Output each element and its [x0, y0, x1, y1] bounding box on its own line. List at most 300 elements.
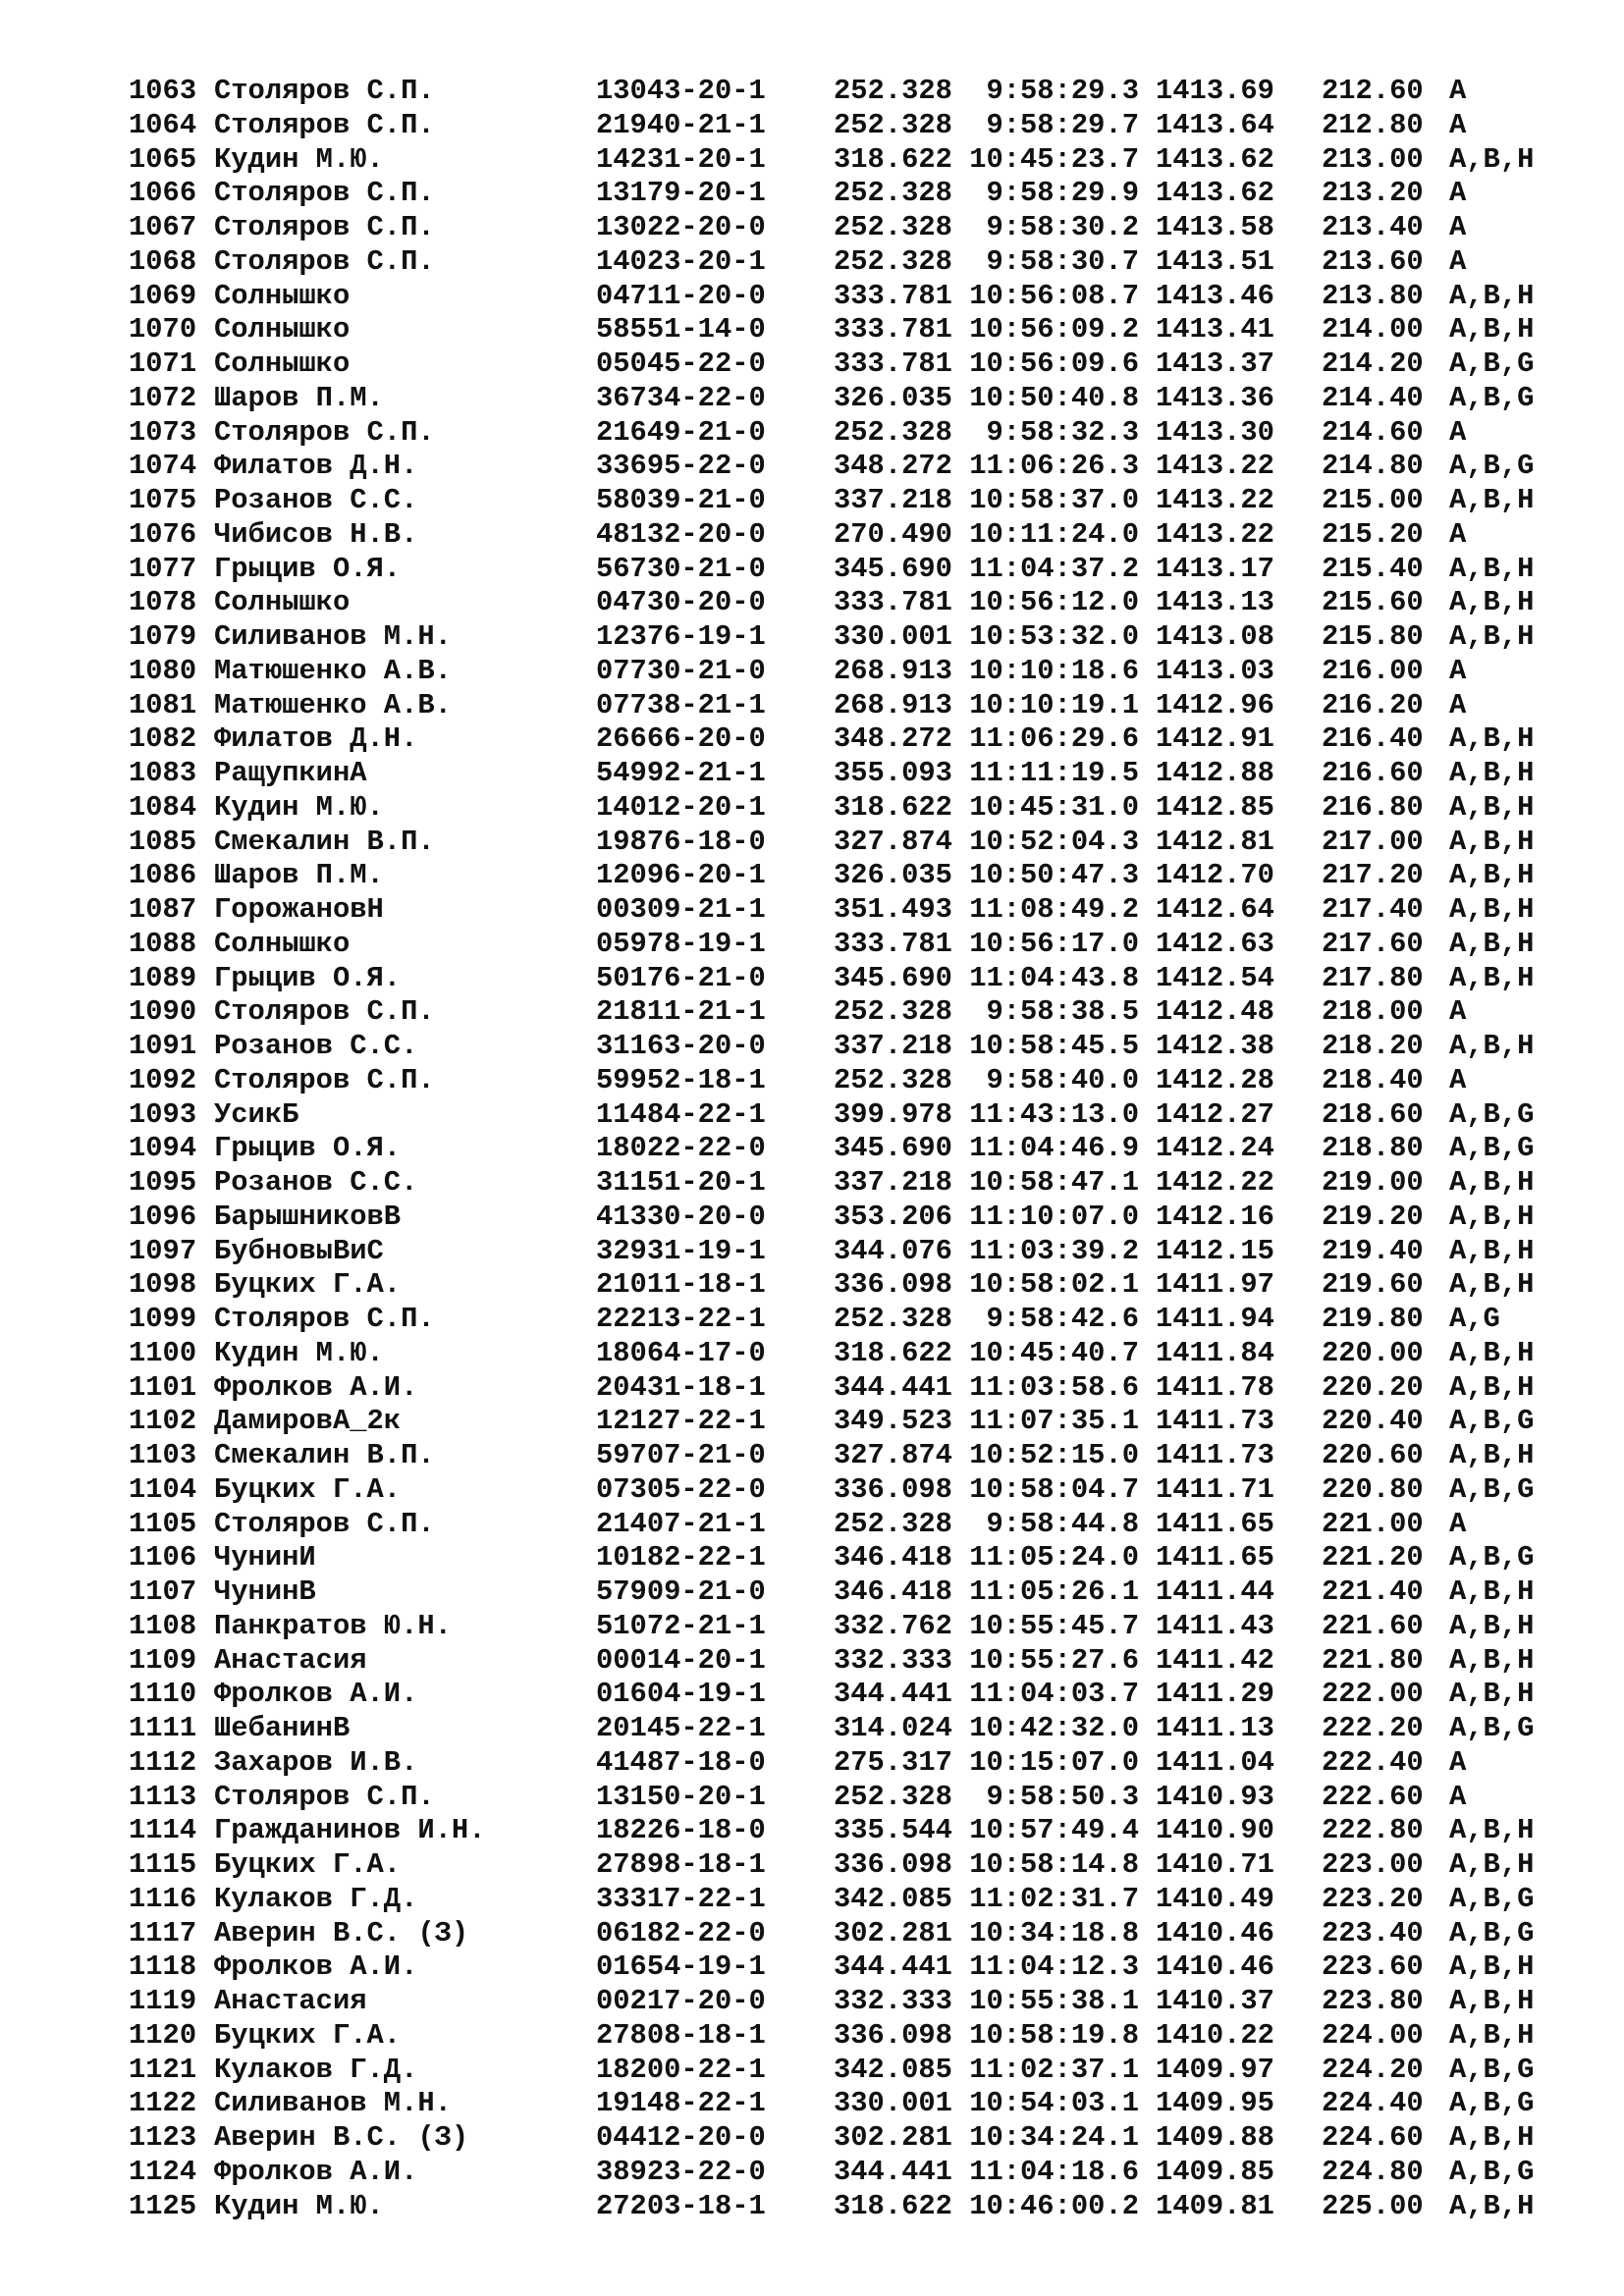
points-value: 222.00	[1322, 1678, 1424, 1711]
score-value: 1412.54	[1156, 961, 1274, 994]
record-id: 14231-20-1	[596, 142, 766, 176]
score-value: 1411.42	[1156, 1643, 1274, 1677]
time-value: 9:58:29.9	[986, 177, 1139, 210]
participant-name: Столяров С.П.	[214, 1303, 435, 1335]
distance-value: 344.076	[834, 1234, 952, 1267]
distance-value: 252.328	[834, 995, 952, 1029]
row-number: 1064	[129, 108, 197, 141]
time-value: 11:05:24.0	[969, 1541, 1139, 1575]
time-value: 11:04:37.2	[969, 552, 1139, 585]
points-value: 220.20	[1322, 1370, 1424, 1404]
distance-value: 342.085	[834, 1882, 952, 1915]
row-number: 1109	[129, 1643, 197, 1677]
time-value: 11:05:26.1	[969, 1575, 1139, 1608]
score-value: 1409.95	[1156, 2087, 1274, 2120]
points-value: 216.60	[1322, 757, 1424, 789]
score-value: 1413.22	[1156, 484, 1274, 516]
score-value: 1413.69	[1156, 75, 1274, 107]
record-id: 18064-17-0	[596, 1336, 766, 1369]
distance-value: 252.328	[834, 1780, 952, 1813]
row-number: 1094	[129, 1132, 197, 1165]
time-value: 10:45:31.0	[969, 790, 1139, 824]
row-number: 1123	[129, 2121, 197, 2154]
distance-value: 327.874	[834, 1439, 952, 1471]
distance-value: 332.333	[834, 1985, 952, 2017]
record-id: 13179-20-1	[596, 177, 766, 210]
participant-name: Столяров С.П.	[214, 1780, 435, 1813]
row-number: 1073	[129, 415, 197, 449]
score-value: 1412.28	[1156, 1063, 1274, 1096]
points-value: 220.00	[1322, 1336, 1424, 1369]
distance-value: 345.690	[834, 1132, 952, 1165]
participant-name: Буцких Г.А.	[214, 1472, 402, 1506]
score-value: 1410.46	[1156, 1950, 1274, 1984]
score-value: 1412.48	[1156, 995, 1274, 1029]
class-codes: A,B,H	[1449, 1848, 1535, 1881]
record-id: 21011-18-1	[596, 1268, 766, 1302]
record-id: 54992-21-1	[596, 757, 766, 789]
score-value: 1412.38	[1156, 1030, 1274, 1062]
distance-value: 345.690	[834, 552, 952, 585]
record-id: 06182-22-0	[596, 1916, 766, 1949]
participant-name: Солнышко	[214, 927, 351, 960]
distance-value: 348.272	[834, 722, 952, 756]
row-number: 1065	[129, 142, 197, 176]
time-value: 9:58:38.5	[986, 995, 1139, 1029]
participant-name: Аверин В.С. (З)	[214, 2121, 469, 2154]
time-value: 11:04:03.7	[969, 1678, 1139, 1711]
distance-value: 252.328	[834, 177, 952, 210]
row-number: 1105	[129, 1507, 197, 1540]
participant-name: Фролков А.И.	[214, 2155, 418, 2188]
class-codes: A,B,H	[1449, 790, 1535, 824]
time-value: 10:34:24.1	[969, 2121, 1139, 2154]
record-id: 59952-18-1	[596, 1063, 766, 1096]
distance-value: 349.523	[834, 1405, 952, 1438]
score-value: 1413.41	[1156, 313, 1274, 347]
participant-name: Столяров С.П.	[214, 1063, 435, 1096]
participant-name: Солнышко	[214, 586, 351, 619]
score-value: 1411.97	[1156, 1268, 1274, 1302]
time-value: 10:53:32.0	[969, 620, 1139, 653]
class-codes: A,B,G	[1449, 1132, 1535, 1165]
class-codes: A,B,H	[1449, 279, 1535, 312]
row-number: 1101	[129, 1370, 197, 1404]
score-value: 1409.97	[1156, 2053, 1274, 2086]
row-number: 1095	[129, 1166, 197, 1199]
class-codes: A,B,G	[1449, 1916, 1535, 1949]
points-value: 214.80	[1322, 450, 1424, 483]
distance-value: 333.781	[834, 347, 952, 380]
participant-name: Розанов С.С.	[214, 1030, 418, 1062]
time-value: 11:03:39.2	[969, 1234, 1139, 1267]
points-value: 215.80	[1322, 620, 1424, 653]
time-value: 10:10:19.1	[969, 688, 1139, 721]
score-value: 1409.85	[1156, 2155, 1274, 2188]
distance-value: 270.490	[834, 517, 952, 551]
class-codes: A,B,H	[1449, 1336, 1535, 1369]
row-number: 1080	[129, 654, 197, 687]
score-value: 1411.73	[1156, 1439, 1274, 1471]
time-value: 11:04:12.3	[969, 1950, 1139, 1984]
row-number: 1078	[129, 586, 197, 619]
class-codes: A	[1449, 1507, 1467, 1540]
participant-name: Панкратов Ю.Н.	[214, 1609, 452, 1642]
score-value: 1411.04	[1156, 1745, 1274, 1779]
time-value: 9:58:40.0	[986, 1063, 1139, 1096]
time-value: 10:15:07.0	[969, 1745, 1139, 1779]
row-number: 1099	[129, 1303, 197, 1335]
class-codes: A,B,H	[1449, 859, 1535, 892]
participant-name: Анастасия	[214, 1985, 367, 2017]
score-value: 1413.03	[1156, 654, 1274, 687]
participant-name: УсикБ	[214, 1097, 299, 1131]
score-value: 1413.51	[1156, 244, 1274, 278]
distance-value: 346.418	[834, 1541, 952, 1575]
row-number: 1096	[129, 1200, 197, 1233]
class-codes: A,B,H	[1449, 1166, 1535, 1199]
class-codes: A,B,H	[1449, 1814, 1535, 1847]
row-number: 1098	[129, 1268, 197, 1302]
record-id: 12096-20-1	[596, 859, 766, 892]
class-codes: A,B,G	[1449, 1882, 1535, 1915]
distance-value: 342.085	[834, 2053, 952, 2086]
participant-name: Фролков А.И.	[214, 1950, 418, 1984]
time-value: 10:56:09.2	[969, 313, 1139, 347]
time-value: 10:34:18.8	[969, 1916, 1139, 1949]
class-codes: A,B,H	[1449, 927, 1535, 960]
participant-name: Шаров П.М.	[214, 859, 384, 892]
participant-name: Смекалин В.П.	[214, 825, 435, 858]
class-codes: A,B,H	[1449, 1370, 1535, 1404]
class-codes: A,B,H	[1449, 484, 1535, 516]
score-value: 1412.64	[1156, 893, 1274, 926]
distance-value: 344.441	[834, 2155, 952, 2188]
record-id: 04412-20-0	[596, 2121, 766, 2154]
row-number: 1086	[129, 859, 197, 892]
points-value: 223.60	[1322, 1950, 1424, 1984]
class-codes: A	[1449, 75, 1467, 107]
row-number: 1077	[129, 552, 197, 585]
points-value: 214.60	[1322, 415, 1424, 449]
record-id: 14012-20-1	[596, 790, 766, 824]
score-value: 1411.43	[1156, 1609, 1274, 1642]
row-number: 1084	[129, 790, 197, 824]
distance-value: 252.328	[834, 108, 952, 141]
class-codes: A,B,H	[1449, 1234, 1535, 1267]
score-value: 1412.85	[1156, 790, 1274, 824]
row-number: 1087	[129, 893, 197, 926]
score-value: 1413.64	[1156, 108, 1274, 141]
record-id: 58039-21-0	[596, 484, 766, 516]
class-codes: A,B,G	[1449, 1712, 1535, 1744]
distance-value: 344.441	[834, 1950, 952, 1984]
distance-value: 336.098	[834, 1848, 952, 1881]
score-value: 1411.29	[1156, 1678, 1274, 1711]
points-value: 217.60	[1322, 927, 1424, 960]
points-value: 216.00	[1322, 654, 1424, 687]
time-value: 9:58:44.8	[986, 1507, 1139, 1540]
participant-name: Анастасия	[214, 1643, 367, 1677]
points-value: 221.00	[1322, 1507, 1424, 1540]
record-id: 51072-21-1	[596, 1609, 766, 1642]
score-value: 1410.93	[1156, 1780, 1274, 1813]
time-value: 9:58:32.3	[986, 415, 1139, 449]
class-codes: A,B,H	[1449, 893, 1535, 926]
row-number: 1092	[129, 1063, 197, 1096]
points-value: 215.40	[1322, 552, 1424, 585]
score-value: 1412.27	[1156, 1097, 1274, 1131]
time-value: 11:07:35.1	[969, 1405, 1139, 1438]
class-codes: A	[1449, 244, 1467, 278]
record-id: 00217-20-0	[596, 1985, 766, 2017]
score-value: 1413.13	[1156, 586, 1274, 619]
points-value: 213.80	[1322, 279, 1424, 312]
points-value: 221.40	[1322, 1575, 1424, 1608]
participant-name: Столяров С.П.	[214, 244, 435, 278]
class-codes: A	[1449, 654, 1467, 687]
time-value: 11:10:07.0	[969, 1200, 1139, 1233]
row-number: 1089	[129, 961, 197, 994]
class-codes: A,B,H	[1449, 620, 1535, 653]
distance-value: 302.281	[834, 1916, 952, 1949]
score-value: 1411.71	[1156, 1472, 1274, 1506]
record-id: 26666-20-0	[596, 722, 766, 756]
points-value: 219.60	[1322, 1268, 1424, 1302]
time-value: 10:55:38.1	[969, 1985, 1139, 2017]
distance-value: 330.001	[834, 620, 952, 653]
points-value: 216.40	[1322, 722, 1424, 756]
time-value: 10:58:37.0	[969, 484, 1139, 516]
time-value: 11:43:13.0	[969, 1097, 1139, 1131]
distance-value: 333.781	[834, 279, 952, 312]
distance-value: 337.218	[834, 1166, 952, 1199]
score-value: 1412.70	[1156, 859, 1274, 892]
row-number: 1091	[129, 1030, 197, 1062]
record-id: 04730-20-0	[596, 586, 766, 619]
score-value: 1410.90	[1156, 1814, 1274, 1847]
points-value: 224.60	[1322, 2121, 1424, 2154]
score-value: 1413.36	[1156, 381, 1274, 414]
points-value: 213.20	[1322, 177, 1424, 210]
record-id: 00014-20-1	[596, 1643, 766, 1677]
distance-value: 252.328	[834, 75, 952, 107]
row-number: 1075	[129, 484, 197, 516]
class-codes: A,B,H	[1449, 1678, 1535, 1711]
participant-name: Кудин М.Ю.	[214, 790, 384, 824]
points-value: 217.80	[1322, 961, 1424, 994]
class-codes: A,B,H	[1449, 961, 1535, 994]
record-id: 07730-21-0	[596, 654, 766, 687]
class-codes: A	[1449, 211, 1467, 243]
class-codes: A,B,G	[1449, 347, 1535, 380]
class-codes: A,B,H	[1449, 586, 1535, 619]
row-number: 1108	[129, 1609, 197, 1642]
distance-value: 336.098	[834, 2018, 952, 2052]
record-id: 20431-18-1	[596, 1370, 766, 1404]
class-codes: A,B,G	[1449, 2053, 1535, 2086]
record-id: 20145-22-1	[596, 1712, 766, 1744]
distance-value: 336.098	[834, 1472, 952, 1506]
row-number: 1114	[129, 1814, 197, 1847]
record-id: 05978-19-1	[596, 927, 766, 960]
class-codes: A,B,H	[1449, 552, 1535, 585]
row-number: 1117	[129, 1916, 197, 1949]
score-value: 1412.63	[1156, 927, 1274, 960]
class-codes: A	[1449, 1745, 1467, 1779]
participant-name: Захаров И.В.	[214, 1745, 418, 1779]
class-codes: A,B,H	[1449, 1609, 1535, 1642]
points-value: 222.40	[1322, 1745, 1424, 1779]
record-id: 58551-14-0	[596, 313, 766, 347]
score-value: 1413.22	[1156, 450, 1274, 483]
row-number: 1125	[129, 2189, 197, 2222]
row-number: 1072	[129, 381, 197, 414]
row-number: 1076	[129, 517, 197, 551]
participant-name: Кулаков Г.Д.	[214, 1882, 418, 1915]
distance-value: 275.317	[834, 1745, 952, 1779]
score-value: 1410.37	[1156, 1985, 1274, 2017]
record-id: 13043-20-1	[596, 75, 766, 107]
participant-name: ДамировА_2к	[214, 1405, 402, 1438]
row-number: 1112	[129, 1745, 197, 1779]
row-number: 1083	[129, 757, 197, 789]
points-value: 223.00	[1322, 1848, 1424, 1881]
distance-value: 346.418	[834, 1575, 952, 1608]
points-value: 223.80	[1322, 1985, 1424, 2017]
points-value: 218.80	[1322, 1132, 1424, 1165]
class-codes: A,B,G	[1449, 1472, 1535, 1506]
score-value: 1413.46	[1156, 279, 1274, 312]
participant-name: Солнышко	[214, 347, 351, 380]
participant-name: Буцких Г.А.	[214, 1848, 402, 1881]
time-value: 9:58:29.7	[986, 108, 1139, 141]
points-value: 218.20	[1322, 1030, 1424, 1062]
class-codes: A,B,G	[1449, 2155, 1535, 2188]
record-id: 01604-19-1	[596, 1678, 766, 1711]
distance-value: 344.441	[834, 1370, 952, 1404]
row-number: 1113	[129, 1780, 197, 1813]
participant-name: РащупкинА	[214, 757, 367, 789]
distance-value: 314.024	[834, 1712, 952, 1744]
distance-value: 344.441	[834, 1678, 952, 1711]
points-value: 223.20	[1322, 1882, 1424, 1915]
time-value: 10:58:02.1	[969, 1268, 1139, 1302]
participant-name: Буцких Г.А.	[214, 1268, 402, 1302]
time-value: 11:04:43.8	[969, 961, 1139, 994]
record-id: 13022-20-0	[596, 211, 766, 243]
record-id: 50176-21-0	[596, 961, 766, 994]
record-id: 21811-21-1	[596, 995, 766, 1029]
class-codes: A	[1449, 415, 1467, 449]
distance-value: 252.328	[834, 415, 952, 449]
participant-name: Розанов С.С.	[214, 1166, 418, 1199]
record-id: 27898-18-1	[596, 1848, 766, 1881]
participant-name: ЧунинВ	[214, 1575, 316, 1608]
score-value: 1413.08	[1156, 620, 1274, 653]
distance-value: 330.001	[834, 2087, 952, 2120]
record-id: 27203-18-1	[596, 2189, 766, 2222]
time-value: 10:58:45.5	[969, 1030, 1139, 1062]
points-value: 220.80	[1322, 1472, 1424, 1506]
class-codes: A	[1449, 1063, 1467, 1096]
time-value: 9:58:29.3	[986, 75, 1139, 107]
points-value: 219.00	[1322, 1166, 1424, 1199]
time-value: 10:55:45.7	[969, 1609, 1139, 1642]
time-value: 10:56:09.6	[969, 347, 1139, 380]
class-codes: A,B,H	[1449, 1030, 1535, 1062]
record-id: 19148-22-1	[596, 2087, 766, 2120]
points-value: 219.80	[1322, 1303, 1424, 1335]
record-id: 07305-22-0	[596, 1472, 766, 1506]
record-id: 05045-22-0	[596, 347, 766, 380]
distance-value: 252.328	[834, 211, 952, 243]
row-number: 1122	[129, 2087, 197, 2120]
score-value: 1413.62	[1156, 177, 1274, 210]
points-value: 224.00	[1322, 2018, 1424, 2052]
participant-name: Филатов Д.Н.	[214, 450, 418, 483]
record-id: 32931-19-1	[596, 1234, 766, 1267]
row-number: 1066	[129, 177, 197, 210]
distance-value: 268.913	[834, 654, 952, 687]
points-value: 215.20	[1322, 517, 1424, 551]
distance-value: 327.874	[834, 825, 952, 858]
points-value: 213.40	[1322, 211, 1424, 243]
distance-value: 336.098	[834, 1268, 952, 1302]
distance-value: 318.622	[834, 790, 952, 824]
points-value: 222.60	[1322, 1780, 1424, 1813]
time-value: 11:11:19.5	[969, 757, 1139, 789]
time-value: 10:58:04.7	[969, 1472, 1139, 1506]
record-id: 48132-20-0	[596, 517, 766, 551]
score-value: 1412.22	[1156, 1166, 1274, 1199]
record-id: 00309-21-1	[596, 893, 766, 926]
points-value: 219.20	[1322, 1200, 1424, 1233]
record-id: 41487-18-0	[596, 1745, 766, 1779]
points-value: 214.40	[1322, 381, 1424, 414]
row-number: 1107	[129, 1575, 197, 1608]
record-id: 33695-22-0	[596, 450, 766, 483]
distance-value: 351.493	[834, 893, 952, 926]
class-codes: A	[1449, 995, 1467, 1029]
score-value: 1412.15	[1156, 1234, 1274, 1267]
time-value: 9:58:42.6	[986, 1303, 1139, 1335]
score-value: 1413.37	[1156, 347, 1274, 380]
record-id: 04711-20-0	[596, 279, 766, 312]
row-number: 1071	[129, 347, 197, 380]
record-id: 36734-22-0	[596, 381, 766, 414]
points-value: 223.40	[1322, 1916, 1424, 1949]
participant-name: БарышниковВ	[214, 1200, 402, 1233]
distance-value: 326.035	[834, 859, 952, 892]
distance-value: 332.333	[834, 1643, 952, 1677]
row-number: 1121	[129, 2053, 197, 2086]
row-number: 1097	[129, 1234, 197, 1267]
class-codes: A,B,H	[1449, 2121, 1535, 2154]
time-value: 9:58:30.2	[986, 211, 1139, 243]
points-value: 224.80	[1322, 2155, 1424, 2188]
score-value: 1411.73	[1156, 1405, 1274, 1438]
row-number: 1106	[129, 1541, 197, 1575]
record-id: 12376-19-1	[596, 620, 766, 653]
participant-name: Грыцив О.Я.	[214, 1132, 402, 1165]
class-codes: A,B,H	[1449, 1950, 1535, 1984]
class-codes: A	[1449, 688, 1467, 721]
points-value: 225.00	[1322, 2189, 1424, 2222]
time-value: 10:58:47.1	[969, 1166, 1139, 1199]
class-codes: A	[1449, 108, 1467, 141]
time-value: 10:55:27.6	[969, 1643, 1139, 1677]
